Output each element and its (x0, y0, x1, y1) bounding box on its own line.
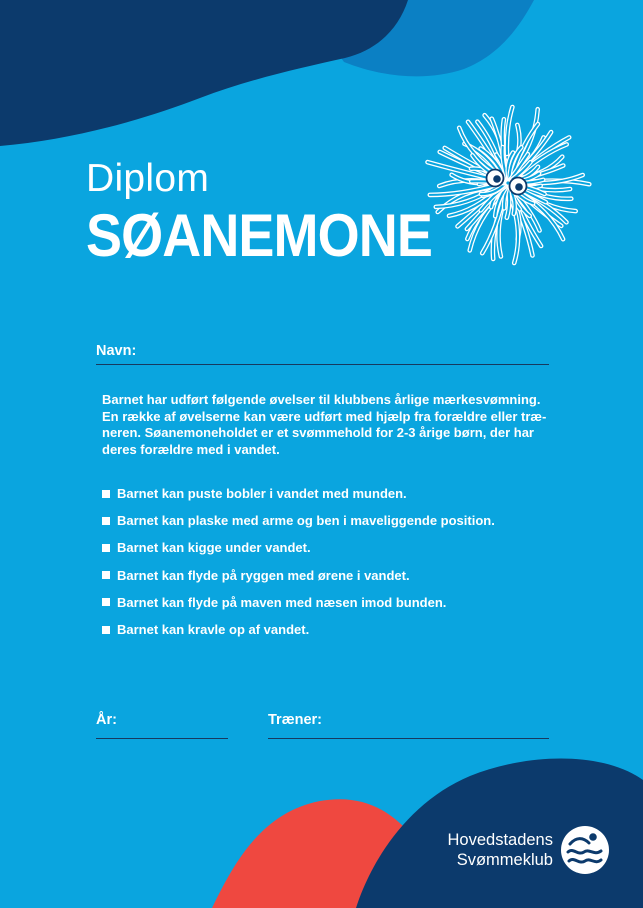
description-line: deres forældre med i vandet. (102, 441, 280, 457)
square-bullet-icon (102, 544, 110, 552)
list-item-text: Barnet kan flyde på maven med næsen imod bunden. (117, 594, 447, 610)
description-paragraph (102, 392, 546, 458)
club-name-line2: Svømmeklub (456, 851, 553, 869)
description-line: En række af øvelserne kan være udført med hjælp fra forældre eller træ- (102, 408, 547, 424)
swimmer-head (589, 833, 597, 841)
trainer-label: Træner: (268, 712, 322, 728)
square-bullet-icon (102, 571, 110, 579)
swimmer-logo-icon (559, 824, 611, 876)
trainer-field[interactable] (268, 708, 549, 739)
list-item-text: Barnet kan kravle op af vandet. (117, 622, 310, 638)
square-bullet-icon (102, 517, 110, 525)
square-bullet-icon (102, 598, 110, 606)
name-field[interactable] (96, 340, 549, 365)
list-item-text: Barnet kan puste bobler i vandet med munden. (117, 486, 407, 502)
description-line: neren. Søanemoneholdet er et svømmehold for 2-3 årige børn, der har (102, 425, 534, 440)
list-item-text: Barnet kan kigge under vandet. (117, 540, 311, 556)
top-navy-wave (0, 0, 408, 146)
club-name-line1: Hovedstadens (447, 831, 553, 849)
square-bullet-icon (102, 626, 110, 634)
year-field[interactable] (96, 708, 228, 739)
tentacles (428, 107, 590, 263)
sea-anemone-icon (410, 90, 610, 280)
name-label: Navn: (96, 343, 137, 359)
list-item-text: Barnet kan flyde på ryggen med ørene i vandet. (117, 567, 410, 583)
list-item (102, 562, 495, 589)
year-label: År: (96, 712, 117, 728)
list-item-text: Barnet kan plaske med arme og ben i maveliggende position. (117, 513, 495, 529)
list-item (102, 616, 495, 643)
list-item (102, 534, 495, 561)
exercise-checklist (102, 480, 495, 643)
description-line: Barnet har udført følgende øvelser til klubbens årlige mærkesvømning. (102, 392, 541, 407)
square-bullet-icon (102, 490, 110, 498)
list-item (102, 589, 495, 616)
list-item (102, 480, 495, 507)
diploma-title: SØANEMONE (86, 202, 432, 269)
list-item (102, 507, 495, 534)
diploma-subtitle: Diplom (86, 157, 210, 200)
right-pupil (515, 183, 523, 191)
left-pupil (493, 175, 501, 183)
